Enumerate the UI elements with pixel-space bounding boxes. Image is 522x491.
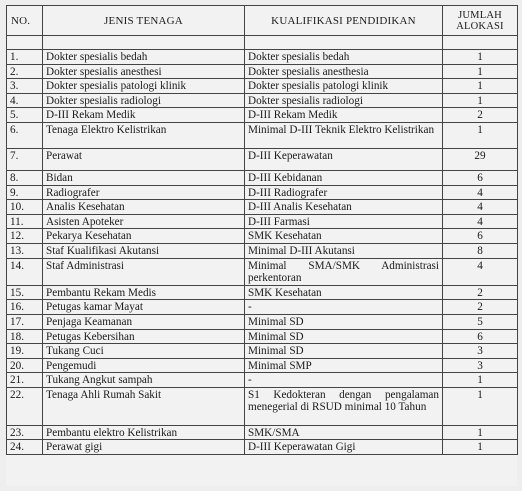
table-body — [7, 36, 518, 455]
table-row — [7, 373, 518, 388]
table-row — [7, 425, 518, 440]
row-number: 23. — [7, 425, 43, 440]
row-jumlah: 4 — [443, 200, 518, 215]
row-jumlah: 2 — [443, 300, 518, 315]
row-jenis-tenaga: Perawat — [43, 148, 245, 170]
row-jenis-tenaga: Tukang Angkut sampah — [43, 373, 245, 388]
allocation-table-sheet — [6, 5, 517, 486]
row-number: 15. — [7, 285, 43, 300]
table-row — [7, 243, 518, 258]
row-number: 16. — [7, 300, 43, 315]
row-number: 10. — [7, 200, 43, 215]
table-row — [7, 229, 518, 244]
table-row — [7, 64, 518, 79]
row-jumlah: 1 — [443, 93, 518, 108]
row-number: 2. — [7, 64, 43, 79]
table-row — [7, 387, 518, 425]
table-row — [7, 170, 518, 185]
row-jenis-tenaga: Staf Kualifikasi Akutansi — [43, 243, 245, 258]
table-row — [7, 185, 518, 200]
row-number: 1. — [7, 50, 43, 65]
row-jumlah: 2 — [443, 108, 518, 123]
row-number: 22. — [7, 387, 43, 425]
row-jenis-tenaga: Pengemudi — [43, 358, 245, 373]
row-number: 7. — [7, 148, 43, 170]
row-jumlah: 2 — [443, 285, 518, 300]
row-jumlah: 4 — [443, 258, 518, 285]
row-kualifikasi: Minimal SD — [245, 329, 443, 344]
table-row — [7, 50, 518, 65]
row-jumlah: 6 — [443, 170, 518, 185]
row-kualifikasi: S1 Kedokteran dengan pengalaman menegerial di RSUD minimal 10 Tahun — [245, 387, 443, 425]
row-jumlah: 1 — [443, 373, 518, 388]
row-jenis-tenaga: Perawat gigi — [43, 440, 245, 455]
row-jumlah: 3 — [443, 344, 518, 359]
row-kualifikasi: - — [245, 300, 443, 315]
row-jenis-tenaga: Pembantu elektro Kelistrikan — [43, 425, 245, 440]
row-jumlah: 1 — [443, 64, 518, 79]
row-number: 8. — [7, 170, 43, 185]
row-jenis-tenaga: Tenaga Ahli Rumah Sakit — [43, 387, 245, 425]
table-row — [7, 344, 518, 359]
row-kualifikasi: D-III Keperawatan Gigi — [245, 440, 443, 455]
table-row — [7, 148, 518, 170]
row-jenis-tenaga: Dokter spesialis anesthesi — [43, 64, 245, 79]
row-jumlah: 1 — [443, 79, 518, 94]
row-jenis-tenaga: Analis Kesehatan — [43, 200, 245, 215]
row-jumlah: 29 — [443, 148, 518, 170]
row-jenis-tenaga: D-III Rekam Medik — [43, 108, 245, 123]
row-kualifikasi: Dokter spesialis patologi klinik — [245, 79, 443, 94]
row-jenis-tenaga: Staf Administrasi — [43, 258, 245, 285]
table-row — [7, 214, 518, 229]
header-no: NO. — [7, 6, 43, 36]
row-kualifikasi: D-III Kebidanan — [245, 170, 443, 185]
table-row — [7, 79, 518, 94]
table-row — [7, 314, 518, 329]
row-number: 14. — [7, 258, 43, 285]
row-number: 3. — [7, 79, 43, 94]
row-kualifikasi: Minimal D-III Akutansi — [245, 243, 443, 258]
row-jenis-tenaga: Tenaga Elektro Kelistrikan — [43, 122, 245, 148]
row-jumlah: 1 — [443, 122, 518, 148]
row-number: 11. — [7, 214, 43, 229]
row-jenis-tenaga: Dokter spesialis patologi klinik — [43, 79, 245, 94]
row-jenis-tenaga: Pembantu Rekam Medis — [43, 285, 245, 300]
row-number: 13. — [7, 243, 43, 258]
row-number: 18. — [7, 329, 43, 344]
row-jumlah: 4 — [443, 214, 518, 229]
table-row — [7, 108, 518, 123]
staff-allocation-table — [6, 5, 518, 455]
table-row — [7, 329, 518, 344]
row-kualifikasi: D-III Farmasi — [245, 214, 443, 229]
row-jenis-tenaga: Dokter spesialis bedah — [43, 50, 245, 65]
row-jumlah: 1 — [443, 425, 518, 440]
row-number: 5. — [7, 108, 43, 123]
row-kualifikasi: Minimal D-III Teknik Elektro Kelistrikan — [245, 122, 443, 148]
row-kualifikasi: SMK Kesehatan — [245, 285, 443, 300]
header-kualifikasi: KUALIFIKASI PENDIDIKAN — [245, 6, 443, 36]
table-row — [7, 440, 518, 455]
row-jenis-tenaga: Petugas kamar Mayat — [43, 300, 245, 315]
row-jenis-tenaga: Bidan — [43, 170, 245, 185]
table-row — [7, 358, 518, 373]
row-number: 17. — [7, 314, 43, 329]
row-kualifikasi: Dokter spesialis anesthesia — [245, 64, 443, 79]
row-number: 9. — [7, 185, 43, 200]
table-header-row — [7, 6, 518, 36]
row-jumlah: 4 — [443, 185, 518, 200]
table-row — [7, 258, 518, 285]
row-jenis-tenaga: Radiografer — [43, 185, 245, 200]
row-number: 19. — [7, 344, 43, 359]
table-row — [7, 200, 518, 215]
table-row — [7, 122, 518, 148]
row-kualifikasi: Minimal SMA/SMK Administrasi perkentoran — [245, 258, 443, 285]
header-jenis-tenaga: JENIS TENAGA — [43, 6, 245, 36]
row-jumlah: 6 — [443, 329, 518, 344]
row-jumlah: 3 — [443, 358, 518, 373]
row-kualifikasi: D-III Radiografer — [245, 185, 443, 200]
row-kualifikasi: Dokter spesialis bedah — [245, 50, 443, 65]
row-jumlah: 1 — [443, 50, 518, 65]
row-kualifikasi: Minimal SD — [245, 344, 443, 359]
row-jumlah: 6 — [443, 229, 518, 244]
header-jumlah-alokasi: JUMLAH ALOKASI — [443, 6, 518, 36]
row-kualifikasi: D-III Keperawatan — [245, 148, 443, 170]
row-number: 4. — [7, 93, 43, 108]
row-jenis-tenaga: Pekarya Kesehatan — [43, 229, 245, 244]
row-jumlah: 1 — [443, 440, 518, 455]
row-jumlah: 8 — [443, 243, 518, 258]
row-kualifikasi: D-III Analis Kesehatan — [245, 200, 443, 215]
row-number: 24. — [7, 440, 43, 455]
row-jenis-tenaga: Tukang Cuci — [43, 344, 245, 359]
row-number: 20. — [7, 358, 43, 373]
row-kualifikasi: SMK/SMA — [245, 425, 443, 440]
blank-row — [7, 36, 518, 50]
table-row — [7, 93, 518, 108]
row-number: 6. — [7, 122, 43, 148]
row-number: 21. — [7, 373, 43, 388]
row-kualifikasi: Minimal SD — [245, 314, 443, 329]
row-jumlah: 5 — [443, 314, 518, 329]
row-kualifikasi: Minimal SMP — [245, 358, 443, 373]
row-kualifikasi: D-III Rekam Medik — [245, 108, 443, 123]
row-jumlah: 1 — [443, 387, 518, 425]
row-jenis-tenaga: Penjaga Keamanan — [43, 314, 245, 329]
row-kualifikasi: SMK Kesehatan — [245, 229, 443, 244]
row-number: 12. — [7, 229, 43, 244]
row-jenis-tenaga: Dokter spesialis radiologi — [43, 93, 245, 108]
row-kualifikasi: Dokter spesialis radiologi — [245, 93, 443, 108]
row-jenis-tenaga: Petugas Kebersihan — [43, 329, 245, 344]
row-kualifikasi: - — [245, 373, 443, 388]
table-row — [7, 300, 518, 315]
row-jenis-tenaga: Asisten Apoteker — [43, 214, 245, 229]
table-row — [7, 285, 518, 300]
